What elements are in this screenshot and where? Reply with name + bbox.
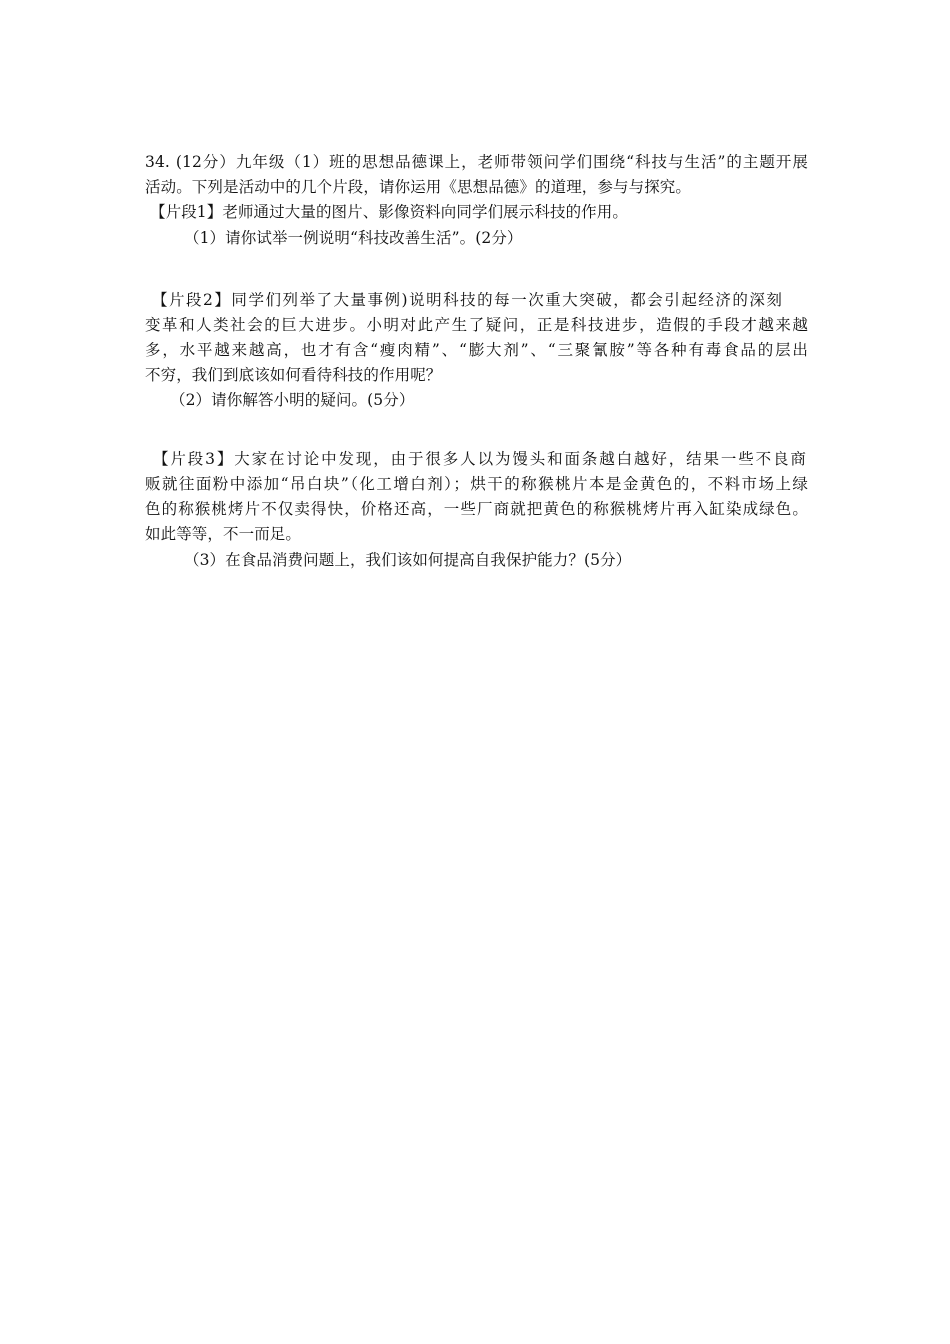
- question-intro-line-1: 34. (12分）九年级（1）班的思想品德课上，老师带领问学们围绕“科技与生活”的主题开展: [145, 153, 808, 171]
- segment-1-prompt: （1）请你试举一例说明“科技改善生活”。(2分）: [184, 229, 523, 247]
- segment-3-line-3: 色的称猴桃烤片不仅卖得快，价格还高，一些厂商就把黄色的称猴桃烤片再入缸染成绿色。: [145, 500, 808, 518]
- segment-3-line-2: 贩就往面粉中添加“吊白块”（化工增白剂）；烘干的称猴桃片本是金黄色的，不料市场上绿: [145, 475, 808, 493]
- segment-3-line-1: 【片段3】大家在讨论中发现，由于很多人以为馒头和面条越白越好，结果一些不良商: [153, 450, 806, 468]
- segment-2-line-1: 【片段2】同学们列举了大量事例)说明科技的每一次重大突破，都会引起经济的深刻: [152, 291, 782, 309]
- segment-2-line-4: 不穷，我们到底该如何看待科技的作用呢？: [145, 366, 442, 384]
- segment-3-line-4: 如此等等，不一而足。: [145, 525, 302, 543]
- segment-3-prompt: （3）在食品消费问题上，我们该如何提高自我保护能力？(5分）: [184, 551, 632, 569]
- segment-2-line-2: 变革和人类社会的巨大进步。小明对此产生了疑问，正是科技进步，造假的手段才越来越: [145, 316, 808, 334]
- question-intro-line-2: 活动。下列是活动中的几个片段，请你运用《思想品德》的道理，参与与探究。: [145, 178, 692, 196]
- segment-2-line-3: 多，水平越来越高，也才有含“瘦肉精”、“膨大剂”、“三聚氰胺”等各种有毒食品的层出: [145, 341, 808, 359]
- segment-1-text: 【片段1】老师通过大量的图片、影像资料向同学们展示科技的作用。: [150, 203, 628, 221]
- segment-2-prompt: （2）请你解答小明的疑问。(5分）: [170, 391, 415, 409]
